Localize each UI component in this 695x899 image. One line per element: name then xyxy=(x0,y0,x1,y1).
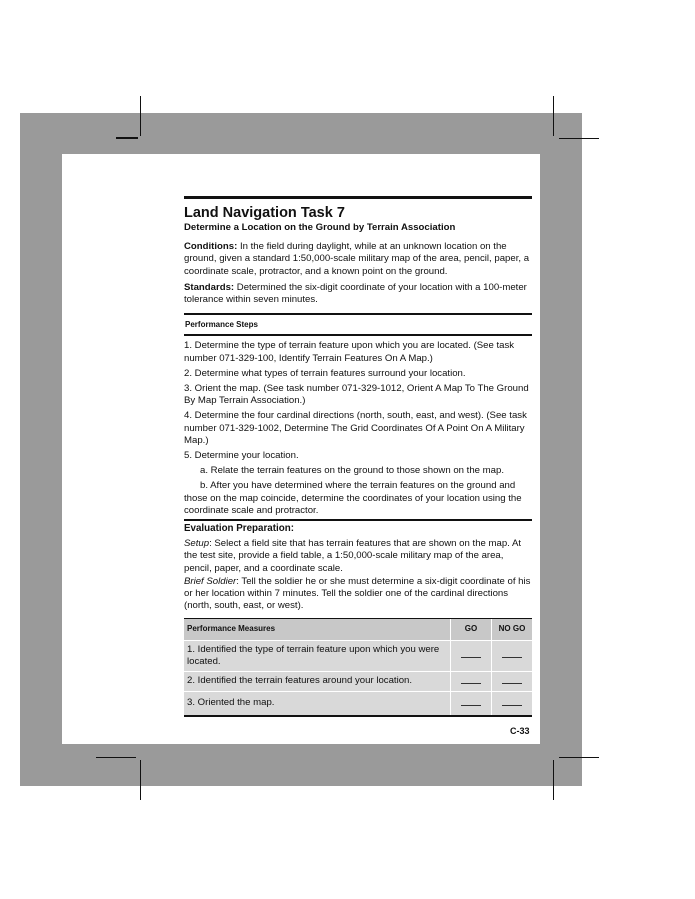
table-row xyxy=(184,640,532,671)
top-rule xyxy=(184,196,532,199)
evaluation-heading: Evaluation Preparation: xyxy=(184,523,294,535)
step-item: 1. Determine the type of terrain feature upon which you are located. (See task number 071-329-100, Identify Terrain Features On A Map.) xyxy=(184,340,515,364)
brief-soldier-paragraph xyxy=(184,576,532,613)
step-item: 5. Determine your location. xyxy=(184,450,299,462)
crop-mark xyxy=(559,757,599,758)
brief-soldier-label: Brief Soldier xyxy=(184,575,237,587)
measure-text: 1. Identified the type of terrain feature upon which you were located. xyxy=(184,640,451,671)
go-column-header: GO xyxy=(451,619,492,640)
crop-mark xyxy=(559,138,599,139)
crop-mark xyxy=(553,760,554,800)
brief-soldier-text: : Tell the soldier he or she must determine a six-digit coordinate of his or her location within 7 minutes. Tell the soldier one of the cardinal directions (north, south, east, or west). xyxy=(184,575,531,612)
standards-text: Determined the six-digit coordinate of your location with a 100-meter tolerance within seven minutes. xyxy=(184,281,527,306)
document-content xyxy=(184,196,532,717)
crop-mark xyxy=(96,757,136,758)
setup-label: Setup xyxy=(184,538,210,550)
performance-steps-heading: Performance Steps xyxy=(185,320,258,330)
table-header-row xyxy=(184,619,532,640)
standards-paragraph xyxy=(184,282,532,306)
page-title: Land Navigation Task 7 xyxy=(184,205,345,221)
measures-heading: Performance Measures xyxy=(184,619,451,640)
table-row xyxy=(184,671,532,691)
table-row xyxy=(184,691,532,716)
crop-mark xyxy=(553,96,554,136)
go-blank xyxy=(451,671,492,691)
steps-list xyxy=(184,340,532,517)
nogo-blank xyxy=(492,691,533,716)
go-blank xyxy=(451,640,492,671)
step-item: 3. Orient the map. (See task number 071-329-1012, Orient A Map To The Ground By Map Terrain Association.) xyxy=(184,383,529,407)
go-blank xyxy=(451,691,492,716)
performance-measures-table xyxy=(184,618,532,716)
measure-text: 2. Identified the terrain features around your location. xyxy=(184,671,451,691)
page-number: C-33 xyxy=(510,726,530,736)
nogo-blank xyxy=(492,671,533,691)
conditions-label: Conditions: xyxy=(184,241,238,253)
crop-mark xyxy=(116,137,138,139)
nogo-column-header: NO GO xyxy=(492,619,533,640)
nogo-blank xyxy=(492,640,533,671)
crop-mark xyxy=(140,760,141,800)
crop-mark xyxy=(140,96,141,136)
measure-text: 3. Oriented the map. xyxy=(184,691,451,716)
setup-text: : Select a field site that has terrain features that are shown on the map. At the test site, provide a field table, a 1:50,000-scale military map of the area, pencil, paper, and a coordinate scale. xyxy=(184,538,522,574)
substep-item: a. Relate the terrain features on the ground to those shown on the map. xyxy=(200,465,504,477)
setup-paragraph xyxy=(184,538,532,575)
step-item: 2. Determine what types of terrain features surround your location. xyxy=(184,367,466,379)
page-subtitle: Determine a Location on the Ground by Terrain Association xyxy=(184,222,456,233)
section-rule xyxy=(184,334,532,336)
conditions-paragraph xyxy=(184,241,532,278)
standards-label: Standards: xyxy=(184,281,235,293)
section-rule xyxy=(184,519,532,521)
step-item: 4. Determine the four cardinal directions (north, south, east, and west). (See task number 071-329-1002, Determine The Grid Coordinates Of A Point On A Military Map.) xyxy=(184,410,527,446)
substep-item: b. After you have determined where the terrain features on the ground and those on the map coincide, determine the coordinates of your location using the coordinate scale and protractor. xyxy=(184,480,522,516)
conditions-text: In the field during daylight, while at an unknown location on the ground, given a standard 1:50,000-scale military map of the area, pencil, paper, a coordinate scale, protractor, and a known point on the ground. xyxy=(184,241,530,277)
